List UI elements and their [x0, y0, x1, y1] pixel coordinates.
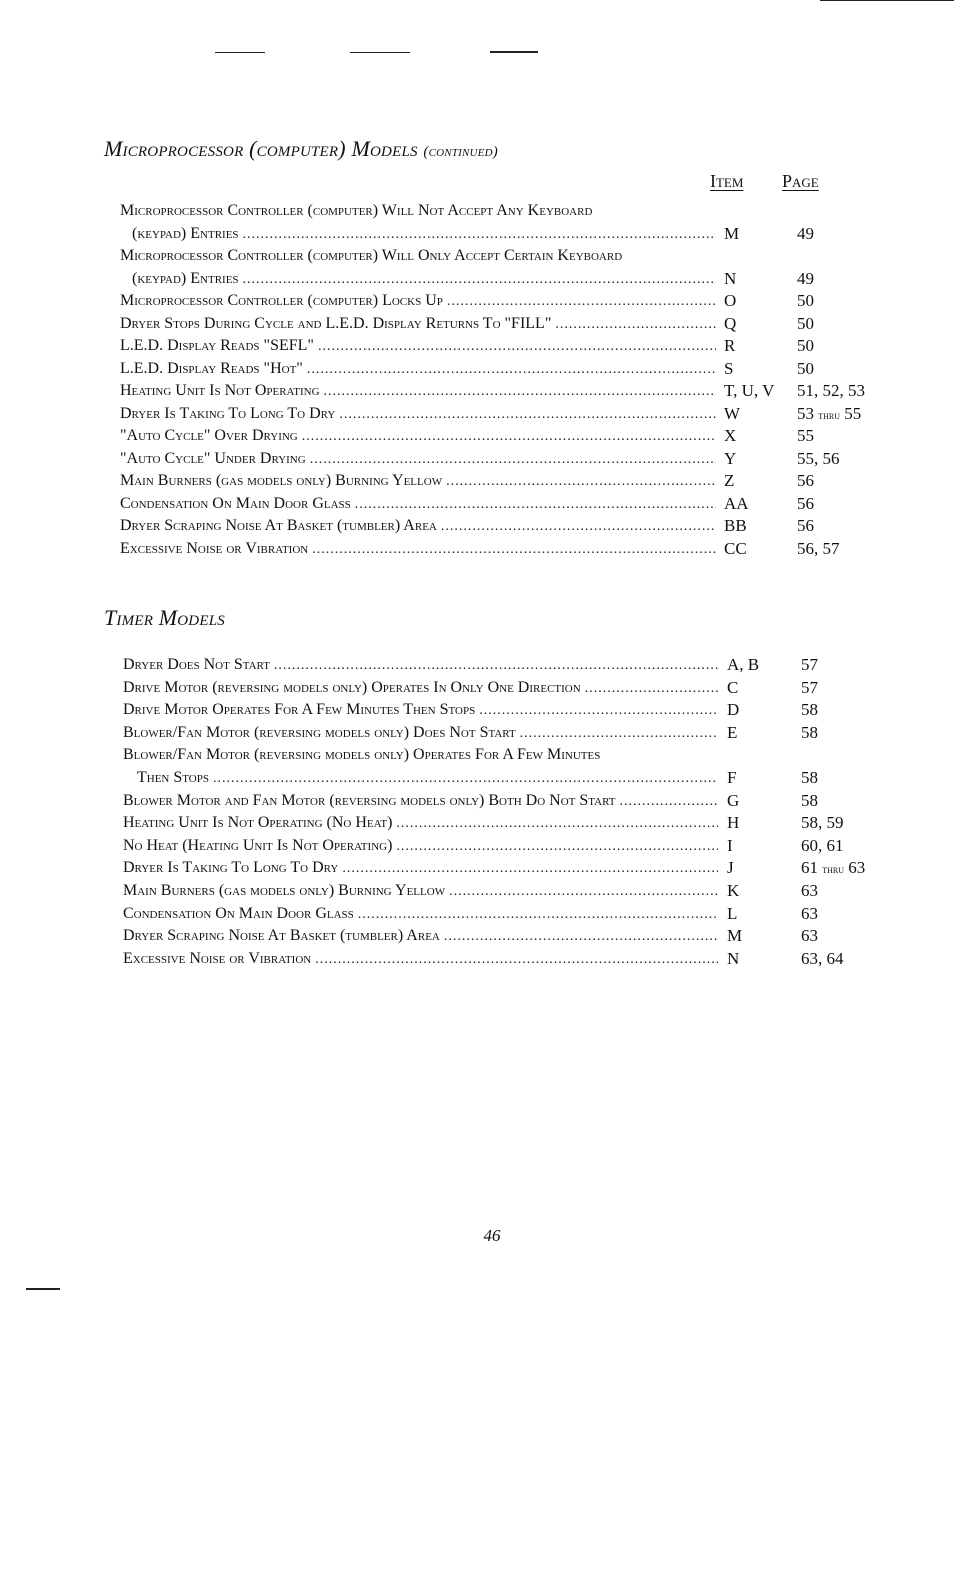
toc-entry-page: 63, 64 — [801, 948, 844, 968]
dot-leader — [449, 881, 718, 903]
toc-entry-label: Excessive Noise or Vibration — [120, 539, 309, 557]
dot-leader — [243, 269, 716, 291]
toc-entry — [0, 790, 954, 812]
toc-entry-page: 58 — [801, 768, 818, 787]
toc-entry — [0, 448, 954, 470]
toc-entry-label: Dryer Does Not Start — [123, 656, 270, 673]
toc-entry-item: Z — [724, 471, 735, 490]
toc-entry-page: 56 — [797, 493, 814, 513]
dot-leader — [479, 700, 718, 722]
toc-entry-page: 50 — [797, 336, 814, 355]
section-title-text: Timer Models — [104, 605, 225, 630]
toc-entry-label-wrap — [120, 335, 716, 358]
toc-entry — [0, 880, 954, 902]
toc-entry-label-wrap — [123, 880, 718, 903]
toc-entry-page: 58 — [801, 700, 818, 720]
toc-entry-label-wrap — [123, 857, 718, 880]
toc-entry — [0, 767, 954, 789]
toc-entry-label: (keypad) Entries — [132, 269, 239, 287]
toc-entry — [0, 223, 954, 245]
section-title-text: Microprocessor (computer) Models — [104, 136, 418, 161]
toc-entry-item: S — [724, 358, 734, 378]
dot-leader — [520, 723, 718, 745]
toc-entry-label: Microprocessor Controller (computer) Locks Up — [120, 292, 443, 309]
toc-entry-item: Q — [724, 313, 737, 333]
toc-entry-page: 56, 57 — [797, 538, 840, 558]
toc-entry-label-wrap — [120, 493, 716, 516]
toc-entry-page: 50 — [797, 358, 814, 378]
toc-entry-page: 50 — [797, 313, 814, 333]
toc-entry — [0, 722, 954, 744]
thru-word: thru — [818, 407, 841, 422]
dot-leader — [324, 381, 716, 403]
toc-entry — [0, 677, 954, 699]
dot-leader — [342, 858, 718, 880]
toc-entry-label-wrap — [120, 515, 716, 538]
toc-entry-item: F — [727, 768, 737, 787]
toc-entry-page: 57 — [801, 655, 818, 674]
dot-leader — [307, 359, 716, 381]
toc-entry — [0, 290, 954, 312]
scan-line — [215, 52, 265, 53]
dot-leader — [355, 494, 716, 516]
toc-entry-page: 63 — [801, 903, 818, 923]
dot-leader — [555, 314, 716, 336]
toc-entry — [0, 812, 954, 834]
toc-entry-label-wrap — [123, 677, 718, 700]
toc-entry-label-wrap — [123, 835, 718, 858]
scan-line — [820, 0, 954, 1]
toc-entry-item: Y — [724, 448, 737, 468]
toc-entry-item: CC — [724, 538, 747, 558]
section-subtitle: (continued) — [423, 144, 498, 160]
toc-entry-page: 51, 52, 53 — [797, 381, 865, 400]
toc-entry-label: Drive Motor Operates For A Few Minutes Then Stops — [123, 701, 476, 719]
toc-entry — [0, 493, 954, 515]
toc-entry-item: O — [724, 291, 737, 310]
section-title-microprocessor — [104, 136, 498, 162]
toc-entry-page: 58, 59 — [801, 813, 844, 833]
dot-leader — [444, 926, 718, 948]
toc-entry — [0, 857, 954, 879]
dot-leader — [243, 224, 716, 246]
toc-entry-page: 61 thru 63 — [801, 858, 866, 878]
dot-leader — [310, 449, 716, 471]
toc-entry-label-wrap — [120, 403, 716, 426]
toc-entry — [0, 380, 954, 402]
toc-entry-label: "Auto Cycle" Over Drying — [120, 427, 298, 444]
toc-entry-label-wrap — [120, 448, 716, 471]
toc-entry — [0, 925, 954, 947]
dot-leader — [585, 678, 718, 700]
toc-entry-item: J — [727, 858, 734, 878]
toc-entry-item: W — [724, 403, 741, 423]
toc-entry-first-line — [0, 245, 954, 267]
toc-entry-label-wrap — [120, 470, 716, 493]
toc-entry-label: Drive Motor (reversing models only) Operates In Only One Direction — [123, 678, 581, 696]
toc-entry-label-wrap — [120, 380, 716, 403]
toc-entry-item: X — [724, 426, 737, 445]
toc-entry-label-wrap — [132, 223, 716, 246]
dot-leader — [339, 404, 716, 426]
toc-entry-label: Blower/Fan Motor (reversing models only) Does Not Start — [123, 723, 516, 741]
toc-entry — [0, 654, 954, 676]
toc-entry-page: 50 — [797, 291, 814, 310]
toc-entry-label-wrap — [123, 925, 718, 948]
toc-entry-label-wrap — [120, 313, 716, 336]
toc-entry-first-line — [0, 200, 954, 222]
toc-entry-item: M — [727, 926, 743, 946]
scan-line — [490, 51, 538, 53]
toc-entry-label: Dryer Is Taking To Long To Dry — [123, 859, 339, 877]
thru-word: thru — [822, 862, 845, 877]
toc-entry-label: "Auto Cycle" Under Drying — [120, 449, 306, 467]
toc-entry-label: (keypad) Entries — [132, 224, 239, 242]
toc-entry-label: Condensation On Main Door Glass — [123, 904, 354, 922]
toc-entry-label-line1: Microprocessor Controller (computer) Will Only Accept Certain Keyboard — [120, 247, 623, 264]
toc-entry-item: A, B — [727, 655, 760, 674]
toc-entry-label: Main Burners (gas models only) Burning Yellow — [123, 882, 446, 899]
toc-entry-item: N — [724, 268, 737, 288]
toc-entry — [0, 335, 954, 357]
toc-entry-item: AA — [724, 493, 749, 513]
dot-leader — [213, 768, 718, 790]
toc-entry — [0, 538, 954, 560]
toc-entry — [0, 425, 954, 447]
dot-leader — [302, 426, 716, 448]
toc-entry-label: Excessive Noise or Vibration — [123, 949, 312, 967]
toc-entry-label-line1: Blower/Fan Motor (reversing models only) Operates For A Few Minutes — [123, 746, 601, 764]
column-header-page: Page — [782, 171, 819, 191]
toc-entry-item: E — [727, 722, 738, 742]
toc-entry — [0, 313, 954, 335]
toc-entry — [0, 268, 954, 290]
toc-entry-label-line1: Microprocessor Controller (computer) Will Not Accept Any Keyboard — [120, 202, 593, 219]
dot-leader — [396, 813, 718, 835]
dot-leader — [446, 471, 716, 493]
toc-entry-page: 55 — [797, 426, 814, 445]
toc-entry-label: Blower Motor and Fan Motor (reversing models only) Both Do Not Start — [123, 791, 616, 809]
toc-entry-item: D — [727, 700, 740, 720]
toc-entry-label: Dryer Scraping Noise At Basket (tumbler) Area — [123, 927, 440, 945]
dot-leader — [396, 836, 718, 858]
toc-entry-label-wrap — [123, 790, 718, 813]
toc-entry-label-wrap — [120, 425, 716, 448]
toc-entry-item: R — [724, 336, 736, 355]
dot-leader — [315, 949, 718, 971]
toc-entry-first-line — [0, 744, 954, 766]
toc-entry-page: 60, 61 — [801, 835, 844, 855]
toc-entry-item: I — [727, 835, 733, 855]
toc-entry-page: 49 — [797, 268, 814, 288]
toc-entry-page: 63 — [801, 881, 818, 900]
dot-leader — [447, 291, 716, 313]
toc-entry-page: 55, 56 — [797, 448, 840, 468]
toc-entry-item: H — [727, 813, 740, 833]
toc-entry — [0, 403, 954, 425]
toc-entry-label-wrap — [120, 358, 716, 381]
dot-leader — [318, 336, 716, 358]
toc-entry-item: N — [727, 948, 740, 968]
page-number: 46 — [483, 1226, 501, 1245]
toc-entry-label-wrap — [123, 722, 718, 745]
toc-entry-label: Dryer Scraping Noise At Basket (tumbler) Area — [120, 517, 437, 534]
toc-entry-label: L.E.D. Display Reads "Hot" — [120, 359, 303, 377]
toc-entry-label: Dryer Stops During Cycle and L.E.D. Display Returns To "FILL" — [120, 314, 552, 332]
column-header-item: Item — [710, 171, 744, 191]
toc-entry-label-wrap — [120, 290, 716, 313]
toc-entry-page: 56 — [797, 471, 814, 490]
toc-entry-item: M — [724, 223, 740, 243]
toc-entry-page: 53 thru 55 — [797, 403, 862, 423]
toc-entry — [0, 470, 954, 492]
toc-entry-item: G — [727, 790, 740, 810]
toc-entry-label: Heating Unit Is Not Operating — [120, 382, 320, 399]
section-title-timer — [104, 605, 225, 631]
toc-entry-page: 58 — [801, 790, 818, 810]
toc-entry — [0, 515, 954, 537]
toc-entry — [0, 948, 954, 970]
toc-entry-label: Condensation On Main Door Glass — [120, 494, 351, 512]
toc-entry — [0, 903, 954, 925]
toc-entry-label: Heating Unit Is Not Operating (No Heat) — [123, 814, 393, 832]
toc-entry — [0, 358, 954, 380]
toc-entry-item: T, U, V — [724, 381, 775, 400]
toc-entry — [0, 699, 954, 721]
toc-entry-page: 57 — [801, 677, 818, 697]
toc-entry-label: Then Stops — [137, 769, 209, 786]
toc-entry-item: K — [727, 881, 740, 900]
toc-entry-page: 49 — [797, 223, 814, 243]
dot-leader — [358, 904, 718, 926]
dot-leader — [441, 516, 716, 538]
toc-entry-item: BB — [724, 516, 747, 535]
toc-entry-label-wrap — [123, 948, 718, 971]
toc-entry-page: 58 — [801, 722, 818, 742]
toc-entry-label-wrap — [123, 903, 718, 926]
dot-leader — [274, 655, 718, 677]
toc-entry-item: L — [727, 903, 738, 923]
toc-entry-label-wrap — [137, 767, 718, 790]
toc-entry-label-wrap — [132, 268, 716, 291]
scan-line — [350, 52, 410, 53]
toc-entry-item: C — [727, 677, 739, 697]
toc-entry-page: 63 — [801, 926, 818, 946]
toc-entry-label: Main Burners (gas models only) Burning Yellow — [120, 472, 443, 489]
toc-entry-page: 56 — [797, 516, 814, 535]
toc-entry-label-wrap — [123, 812, 718, 835]
toc-entry-label-wrap — [123, 654, 718, 677]
toc-entry-label-wrap — [123, 699, 718, 722]
toc-entry — [0, 835, 954, 857]
dot-leader — [619, 791, 718, 813]
toc-entry-label: L.E.D. Display Reads "SEFL" — [120, 337, 314, 354]
dot-leader — [312, 539, 716, 561]
scan-line — [26, 1288, 60, 1290]
toc-entry-label-wrap — [120, 538, 716, 561]
toc-entry-label: Dryer Is Taking To Long To Dry — [120, 404, 336, 422]
toc-entry-label: No Heat (Heating Unit Is Not Operating) — [123, 836, 393, 854]
